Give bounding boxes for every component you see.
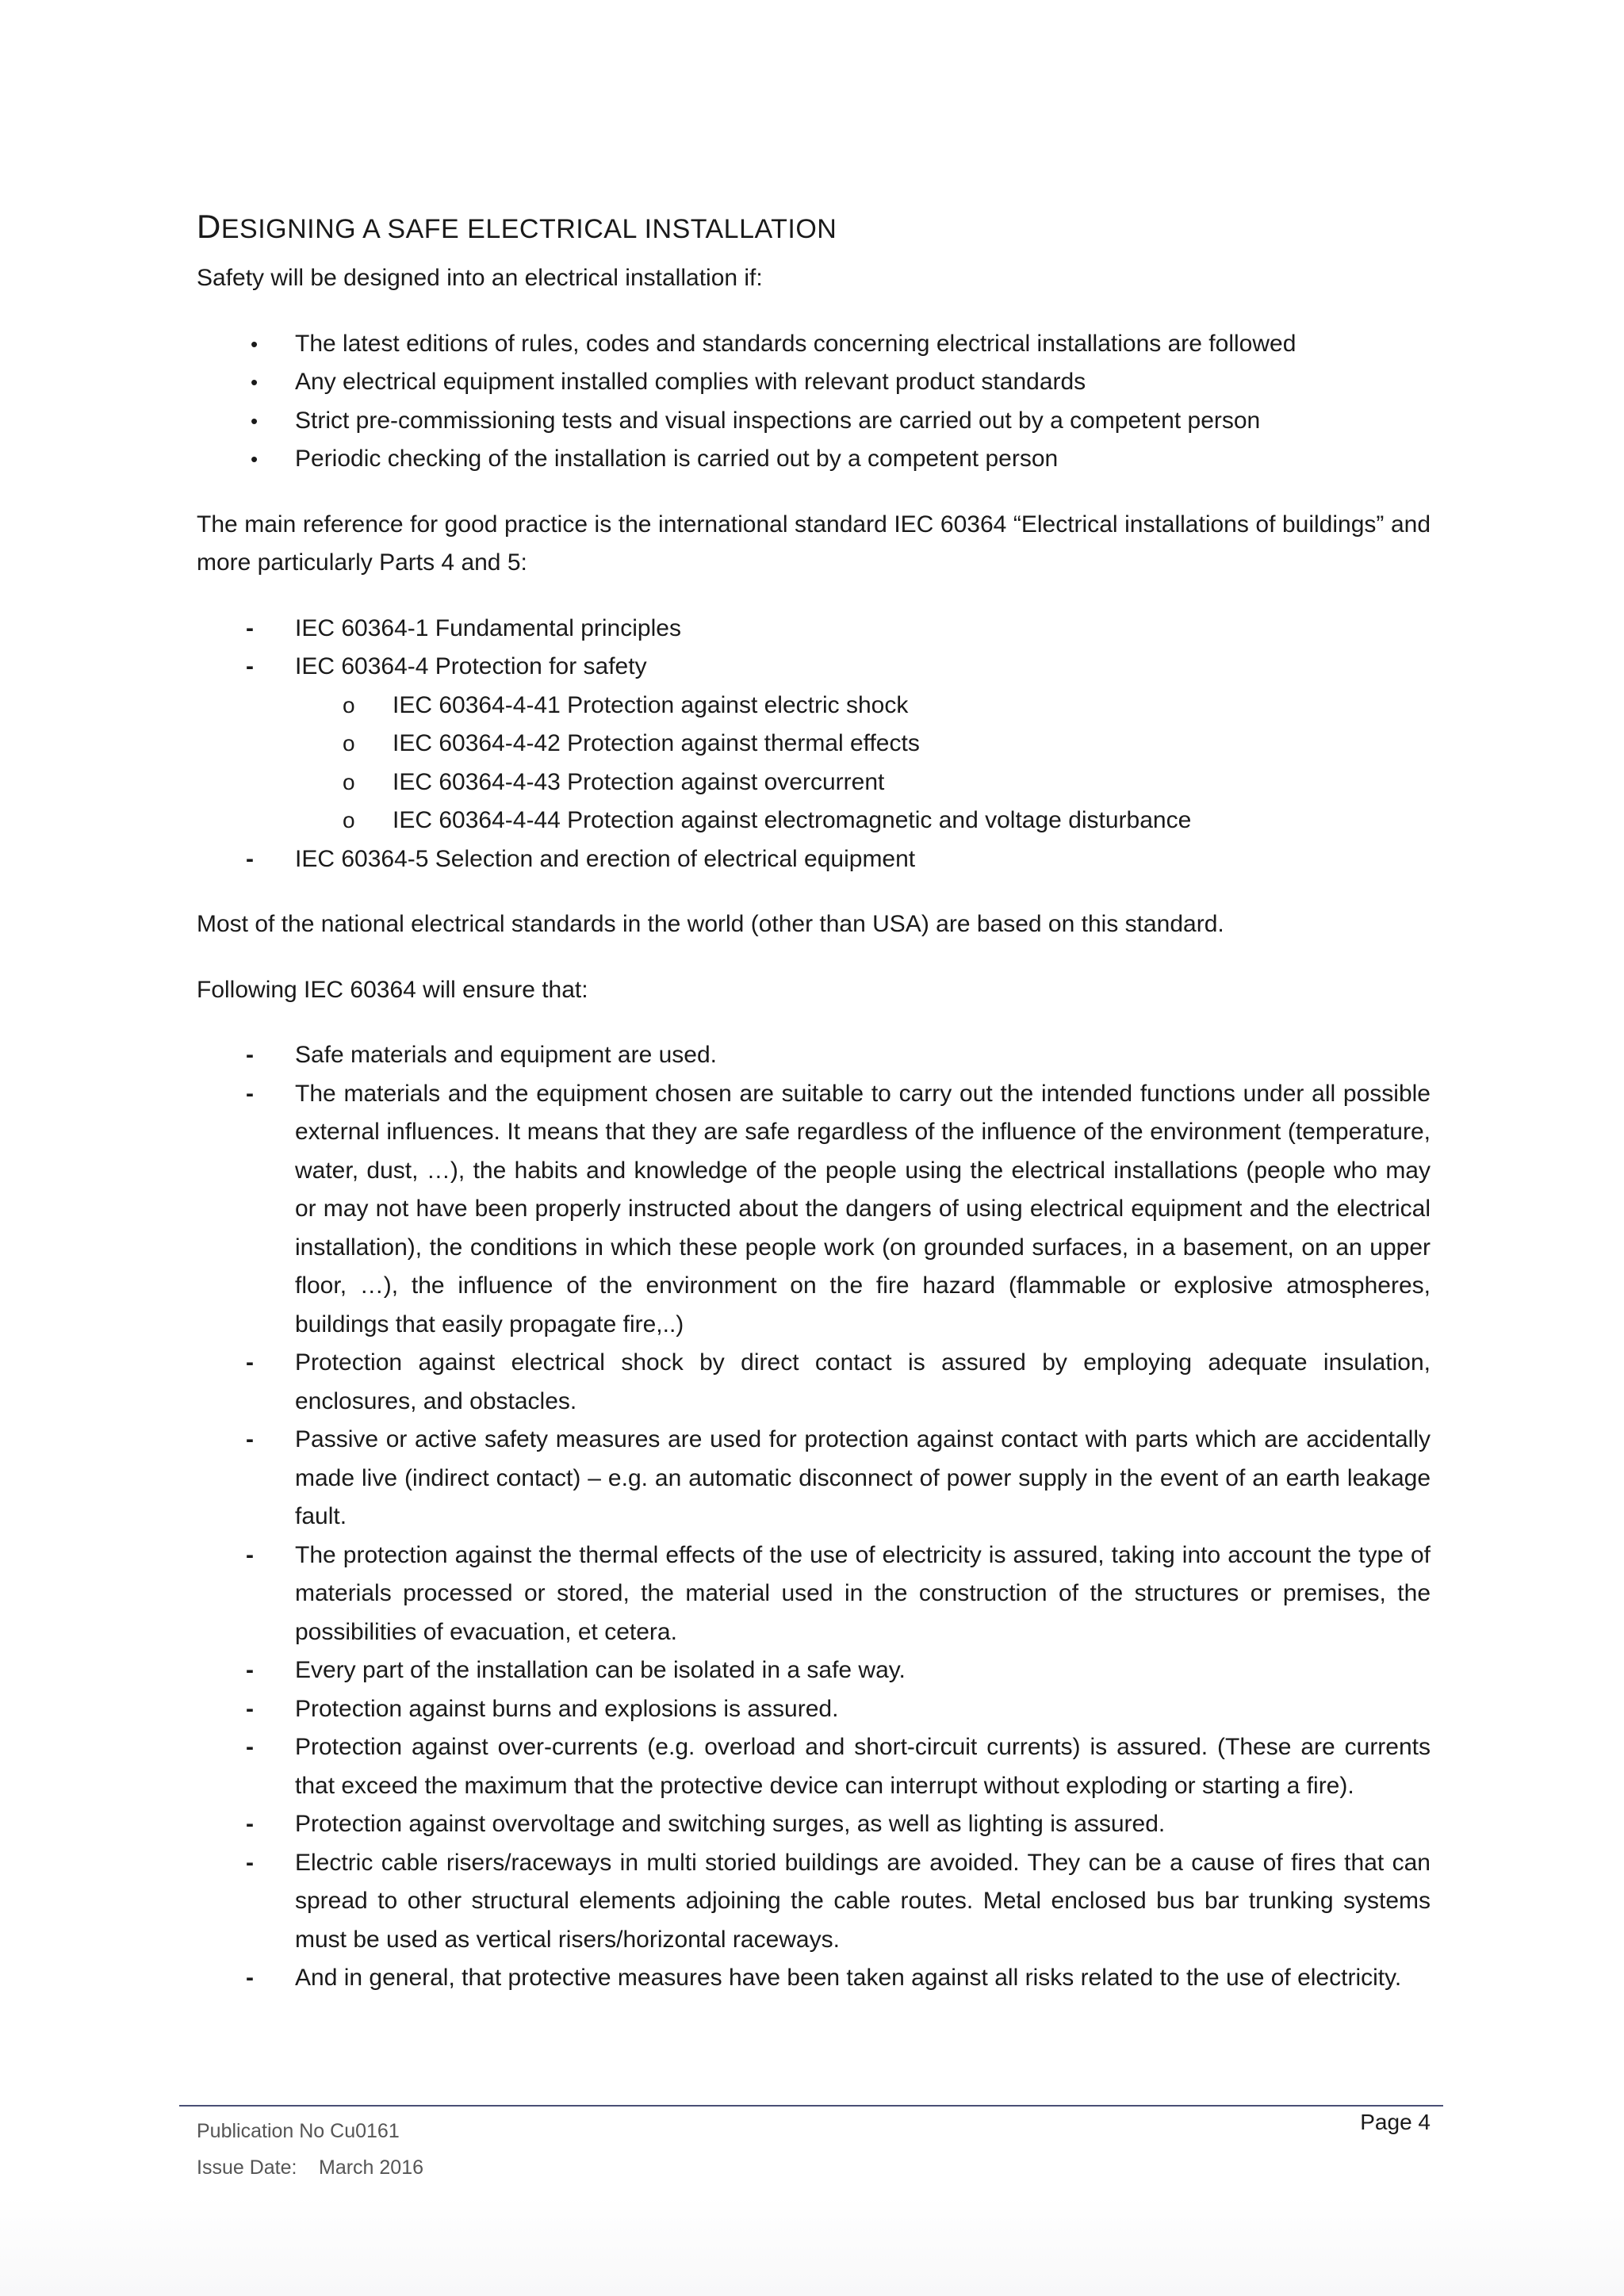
- dash-icon: -: [246, 1849, 254, 1876]
- dash-icon: -: [246, 1657, 254, 1683]
- list-item: o IEC 60364-4-43 Protection against overcurrent: [197, 763, 1431, 802]
- list-item: o IEC 60364-4-41 Protection against electric shock: [197, 687, 1431, 725]
- section-heading: DESIGNING A SAFE ELECTRICAL INSTALLATION: [197, 208, 837, 245]
- list-item: • Strict pre-commissioning tests and visual inspections are carried out by a competent person: [197, 402, 1431, 441]
- dash-icon: -: [246, 1541, 254, 1568]
- following-paragraph: Following IEC 60364 will ensure that:: [197, 976, 588, 1003]
- reference-paragraph: The main reference for good practice is the international standard IEC 60364 “Electrical installations of buildings” and more particularly Parts 4 and 5:: [197, 511, 1431, 576]
- standards-list: [197, 610, 1431, 687]
- dash-icon: -: [246, 845, 254, 872]
- footer-divider: [179, 2105, 1443, 2107]
- list-item: - Protection against over-currents (e.g. overload and short-circuit currents) is assured. (These are currents that exceed the maximum that the protective device can interrupt without exploding or starting a fire).: [197, 1728, 1431, 1805]
- list-item: - And in general, that protective measures have been taken against all risks related to the use of electricity.: [197, 1959, 1431, 1998]
- ensures-list: [197, 1036, 1431, 1998]
- circle-bullet-icon: o: [343, 808, 355, 832]
- list-item: - IEC 60364-4 Protection for safety: [197, 648, 1431, 687]
- standards-list-continued: [197, 840, 1431, 879]
- dash-icon: -: [246, 1042, 254, 1068]
- list-item: o IEC 60364-4-42 Protection against thermal effects: [197, 725, 1431, 763]
- page-content: [197, 203, 1431, 1998]
- bullet-icon: •: [251, 331, 259, 356]
- circle-bullet-icon: o: [343, 692, 355, 718]
- list-item: - The protection against the thermal effects of the use of electricity is assured, taking into account the type of materials processed or stored, the material used in the construction of the structures or premises, the possibilities of evacuation, et cetera.: [197, 1536, 1431, 1652]
- list-item: • Any electrical equipment installed complies with relevant product standards: [197, 363, 1431, 402]
- dash-icon: -: [246, 1426, 254, 1452]
- list-item: - Protection against overvoltage and switching surges, as well as lighting is assured.: [197, 1805, 1431, 1844]
- safety-conditions-list: [197, 325, 1431, 479]
- list-item: - IEC 60364-5 Selection and erection of electrical equipment: [197, 840, 1431, 879]
- page-bottom-band: [0, 2196, 1624, 2296]
- dash-icon: -: [246, 1734, 254, 1760]
- list-item: • The latest editions of rules, codes and standards concerning electrical installations are followed: [197, 325, 1431, 364]
- bullet-icon: •: [251, 447, 259, 471]
- standards-sublist: [197, 687, 1431, 840]
- circle-bullet-icon: o: [343, 769, 355, 794]
- circle-bullet-icon: o: [343, 731, 355, 756]
- footer-info: [197, 2113, 423, 2186]
- dash-icon: -: [246, 653, 254, 679]
- list-item: - Passive or active safety measures are used for protection against contact with parts which are accidentally made live (indirect contact) – e.g. an automatic disconnect of power supply in the event of an earth leakage fault.: [197, 1421, 1431, 1536]
- intro-paragraph: Safety will be designed into an electrical installation if:: [197, 265, 763, 291]
- dash-icon: -: [246, 1080, 254, 1107]
- issue-date-value: March 2016: [319, 2156, 424, 2179]
- bullet-icon: •: [251, 408, 259, 433]
- publication-number: Publication No Cu0161: [197, 2120, 400, 2142]
- list-item: - The materials and the equipment chosen are suitable to carry out the intended functions under all possible external influences. It means that they are safe regardless of the influence of the environment (temperature, water, dust, …), the habits and knowledge of the people using the electrical installations (people who may or may not have been properly instructed about the dangers of using electrical equipment and the electrical installation), the conditions in which these people work (on grounded surfaces, in a basement, on an upper floor, …), the influence of the environment on the fire hazard (flammable or explosive atmospheres, buildings that easily propagate fire,..): [197, 1075, 1431, 1345]
- dash-icon: -: [246, 1965, 254, 1991]
- dash-icon: -: [246, 1695, 254, 1722]
- list-item: - Electric cable risers/raceways in multi storied buildings are avoided. They can be a cause of fires that can spread to other structural elements adjoining the cable routes. Metal enclosed bus bar trunking systems must be used as vertical risers/horizontal raceways.: [197, 1844, 1431, 1960]
- page-number: Page 4: [1360, 2110, 1431, 2134]
- list-item: - IEC 60364-1 Fundamental principles: [197, 610, 1431, 649]
- list-item: - Protection against burns and explosions is assured.: [197, 1690, 1431, 1729]
- list-item: o IEC 60364-4-44 Protection against electromagnetic and voltage disturbance: [197, 802, 1431, 840]
- list-item: • Periodic checking of the installation is carried out by a competent person: [197, 440, 1431, 479]
- bullet-icon: •: [251, 370, 259, 394]
- dash-icon: -: [246, 1349, 254, 1376]
- dash-icon: -: [246, 1811, 254, 1837]
- list-item: - Safe materials and equipment are used.: [197, 1036, 1431, 1075]
- list-item: - Every part of the installation can be isolated in a safe way.: [197, 1651, 1431, 1690]
- issue-date-row: [197, 2149, 423, 2186]
- dash-icon: -: [246, 614, 254, 641]
- list-item: - Protection against electrical shock by direct contact is assured by employing adequate insulation, enclosures, and obstacles.: [197, 1344, 1431, 1421]
- national-standards-paragraph: Most of the national electrical standards in the world (other than USA) are based on this standard.: [197, 911, 1224, 937]
- issue-date-label: Issue Date:: [197, 2156, 297, 2179]
